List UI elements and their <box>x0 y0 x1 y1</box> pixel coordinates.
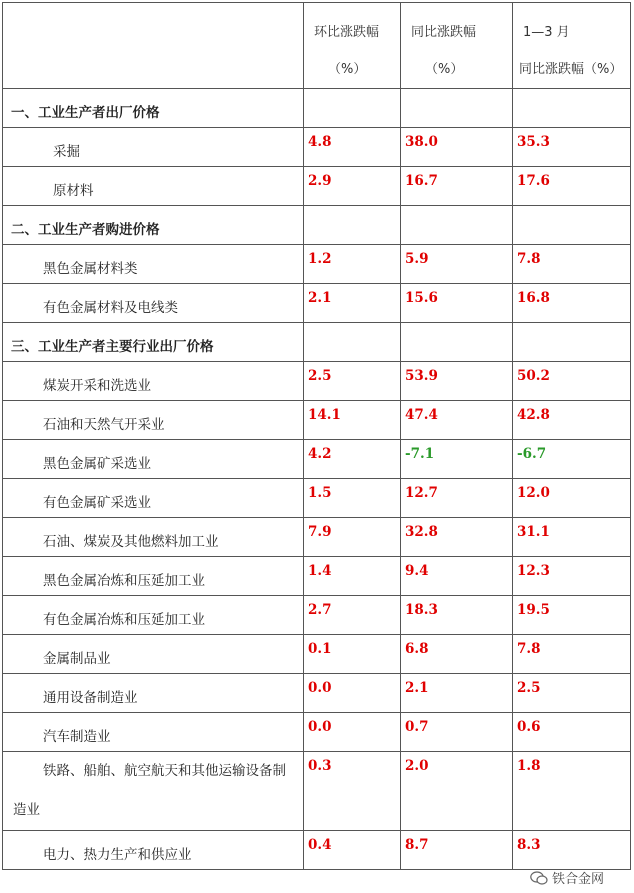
yoy-value-cell <box>401 557 513 596</box>
mom-value-cell <box>304 596 401 635</box>
mom-value-cell <box>304 128 401 167</box>
ytd-value: 8.3 <box>517 837 541 853</box>
ytd-value: 42.8 <box>517 407 550 423</box>
yoy-value-cell <box>401 596 513 635</box>
ytd-value-cell <box>513 596 631 635</box>
yoy-value-cell <box>401 635 513 674</box>
mom-value: 0.0 <box>308 719 332 735</box>
mom-value-cell <box>304 284 401 323</box>
mom-value: 1.5 <box>308 485 332 501</box>
mom-value-cell <box>304 752 401 831</box>
table-row <box>3 284 631 323</box>
row-label: 通用设备制造业 <box>43 690 138 706</box>
header-ytd-cell <box>513 3 631 89</box>
row-label-cell <box>3 596 304 635</box>
yoy-value-cell <box>401 89 513 128</box>
price-change-table <box>2 2 631 870</box>
yoy-value-cell <box>401 518 513 557</box>
section-heading: 三、工业生产者主要行业出厂价格 <box>11 339 214 355</box>
ytd-value-cell <box>513 362 631 401</box>
header-mom-unit: （%） <box>328 62 367 77</box>
yoy-value: 53.9 <box>405 368 438 384</box>
row-label: 石油和天然气开采业 <box>43 417 165 433</box>
mom-value: 0.1 <box>308 641 332 657</box>
ytd-value-cell <box>513 167 631 206</box>
ytd-value: 35.3 <box>517 134 550 150</box>
yoy-value: 9.4 <box>405 563 429 579</box>
yoy-value <box>401 323 512 329</box>
ytd-value-cell <box>513 128 631 167</box>
mom-value: 0.0 <box>308 680 332 696</box>
yoy-value <box>401 89 512 95</box>
row-label-cell <box>3 167 304 206</box>
mom-value-cell <box>304 518 401 557</box>
yoy-value-cell <box>401 206 513 245</box>
yoy-value: 18.3 <box>405 602 438 618</box>
ytd-value <box>513 206 630 212</box>
row-label-cell <box>3 674 304 713</box>
header-blank-cell <box>3 3 304 89</box>
ytd-value: -6.7 <box>517 446 547 462</box>
mom-value: 0.4 <box>308 837 332 853</box>
row-label: 黑色金属矿采选业 <box>43 456 151 472</box>
ytd-value-cell <box>513 518 631 557</box>
header-ytd-label: 同比涨跌幅（%） <box>519 62 623 77</box>
yoy-value: 12.7 <box>405 485 438 501</box>
yoy-value-cell <box>401 362 513 401</box>
ytd-value: 17.6 <box>517 173 550 189</box>
section-heading: 二、工业生产者购进价格 <box>11 222 160 238</box>
row-label: 原材料 <box>53 183 94 199</box>
row-label: 金属制品业 <box>43 651 111 667</box>
yoy-value-cell <box>401 284 513 323</box>
mom-value-cell <box>304 401 401 440</box>
ytd-value-cell <box>513 479 631 518</box>
ytd-value: 1.8 <box>517 758 541 774</box>
row-label: 电力、热力生产和供应业 <box>43 847 192 863</box>
header-mom-label: 环比涨跌幅 <box>314 25 380 40</box>
row-label-cell <box>3 635 304 674</box>
table-row <box>3 245 631 284</box>
ytd-value: 0.6 <box>517 719 541 735</box>
ytd-value-cell <box>513 752 631 831</box>
mom-value: 14.1 <box>308 407 341 423</box>
mom-value-cell <box>304 557 401 596</box>
mom-value: 7.9 <box>308 524 332 540</box>
row-label: 有色金属矿采选业 <box>43 495 151 511</box>
row-label: 采掘 <box>53 144 80 160</box>
mom-value-cell <box>304 167 401 206</box>
yoy-value: 15.6 <box>405 290 438 306</box>
mom-value-cell <box>304 362 401 401</box>
ytd-value <box>513 323 630 329</box>
row-label-cell <box>3 89 304 128</box>
yoy-value-cell <box>401 245 513 284</box>
header-ytd-period: 1—3 月 <box>523 25 570 40</box>
row-label: 有色金属材料及电线类 <box>43 300 178 316</box>
ytd-value-cell <box>513 323 631 362</box>
yoy-value-cell <box>401 323 513 362</box>
table-row <box>3 167 631 206</box>
yoy-value: 2.1 <box>405 680 429 696</box>
table-row <box>3 401 631 440</box>
header-yoy-cell <box>401 3 513 89</box>
yoy-value: -7.1 <box>405 446 435 462</box>
mom-value <box>304 89 400 95</box>
ytd-value-cell <box>513 401 631 440</box>
row-label: 黑色金属冶炼和压延加工业 <box>43 573 205 589</box>
table-header-row <box>3 3 631 89</box>
watermark-text: 铁合金网 <box>552 872 605 887</box>
yoy-value-cell <box>401 167 513 206</box>
mom-value-cell <box>304 323 401 362</box>
mom-value-cell <box>304 206 401 245</box>
watermark <box>530 868 604 887</box>
yoy-value: 5.9 <box>405 251 429 267</box>
table-row <box>3 635 631 674</box>
ytd-value: 12.3 <box>517 563 550 579</box>
table-row <box>3 206 631 245</box>
mom-value: 2.9 <box>308 173 332 189</box>
mom-value: 2.1 <box>308 290 332 306</box>
mom-value-cell <box>304 713 401 752</box>
mom-value: 4.2 <box>308 446 332 462</box>
table-row <box>3 479 631 518</box>
ytd-value-cell <box>513 89 631 128</box>
mom-value-cell <box>304 831 401 870</box>
table-row <box>3 752 631 831</box>
yoy-value <box>401 206 512 212</box>
row-label-cell <box>3 752 304 831</box>
ytd-value-cell <box>513 245 631 284</box>
mom-value: 2.5 <box>308 368 332 384</box>
mom-value: 1.4 <box>308 563 332 579</box>
ytd-value: 16.8 <box>517 290 550 306</box>
ytd-value-cell <box>513 557 631 596</box>
yoy-value: 16.7 <box>405 173 438 189</box>
row-label-cell <box>3 401 304 440</box>
mom-value: 4.8 <box>308 134 332 150</box>
row-label: 汽车制造业 <box>43 729 111 745</box>
table-row <box>3 518 631 557</box>
ytd-value-cell <box>513 440 631 479</box>
table-row <box>3 596 631 635</box>
mom-value <box>304 206 400 212</box>
ytd-value-cell <box>513 674 631 713</box>
header-yoy-unit: （%） <box>425 62 464 77</box>
header-yoy-label: 同比涨跌幅 <box>411 25 477 40</box>
ytd-value: 7.8 <box>517 251 541 267</box>
ytd-value: 2.5 <box>517 680 541 696</box>
row-label: 有色金属冶炼和压延加工业 <box>43 612 205 628</box>
mom-value-cell <box>304 479 401 518</box>
header-mom-cell <box>304 3 401 89</box>
row-label: 铁路、船舶、航空航天和其他运输设备制造业 <box>13 763 286 818</box>
mom-value: 2.7 <box>308 602 332 618</box>
yoy-value: 6.8 <box>405 641 429 657</box>
row-label-cell <box>3 245 304 284</box>
yoy-value: 47.4 <box>405 407 438 423</box>
yoy-value-cell <box>401 401 513 440</box>
row-label-cell <box>3 206 304 245</box>
yoy-value-cell <box>401 479 513 518</box>
ytd-value: 50.2 <box>517 368 550 384</box>
section-heading: 一、工业生产者出厂价格 <box>11 105 160 121</box>
mom-value <box>304 323 400 329</box>
ytd-value-cell <box>513 831 631 870</box>
ytd-value-cell <box>513 713 631 752</box>
yoy-value: 32.8 <box>405 524 438 540</box>
row-label: 石油、煤炭及其他燃料加工业 <box>43 534 219 550</box>
ytd-value-cell <box>513 635 631 674</box>
mom-value: 1.2 <box>308 251 332 267</box>
mom-value-cell <box>304 440 401 479</box>
yoy-value: 0.7 <box>405 719 429 735</box>
ytd-value <box>513 89 630 95</box>
ytd-value: 7.8 <box>517 641 541 657</box>
ytd-value: 19.5 <box>517 602 550 618</box>
ytd-value-cell <box>513 206 631 245</box>
row-label-cell <box>3 323 304 362</box>
yoy-value-cell <box>401 752 513 831</box>
row-label-cell <box>3 557 304 596</box>
row-label-cell <box>3 831 304 870</box>
ytd-value: 31.1 <box>517 524 550 540</box>
mom-value-cell <box>304 635 401 674</box>
table-row <box>3 831 631 870</box>
yoy-value-cell <box>401 128 513 167</box>
table-row <box>3 89 631 128</box>
wechat-icon <box>530 871 548 885</box>
table-row <box>3 674 631 713</box>
mom-value-cell <box>304 245 401 284</box>
table-row <box>3 557 631 596</box>
mom-value-cell <box>304 89 401 128</box>
yoy-value-cell <box>401 674 513 713</box>
row-label: 黑色金属材料类 <box>43 261 138 277</box>
table-row <box>3 440 631 479</box>
row-label-cell <box>3 362 304 401</box>
yoy-value: 8.7 <box>405 837 429 853</box>
row-label-cell <box>3 128 304 167</box>
table-row <box>3 323 631 362</box>
yoy-value: 38.0 <box>405 134 438 150</box>
mom-value-cell <box>304 674 401 713</box>
yoy-value: 2.0 <box>405 758 429 774</box>
table-row <box>3 362 631 401</box>
ytd-value: 12.0 <box>517 485 550 501</box>
row-label-cell <box>3 479 304 518</box>
ytd-value-cell <box>513 284 631 323</box>
table-row <box>3 128 631 167</box>
row-label-cell <box>3 284 304 323</box>
row-label-cell <box>3 440 304 479</box>
yoy-value-cell <box>401 440 513 479</box>
row-label-cell <box>3 518 304 557</box>
yoy-value-cell <box>401 831 513 870</box>
yoy-value-cell <box>401 713 513 752</box>
row-label: 煤炭开采和洗选业 <box>43 378 151 394</box>
mom-value: 0.3 <box>308 758 332 774</box>
